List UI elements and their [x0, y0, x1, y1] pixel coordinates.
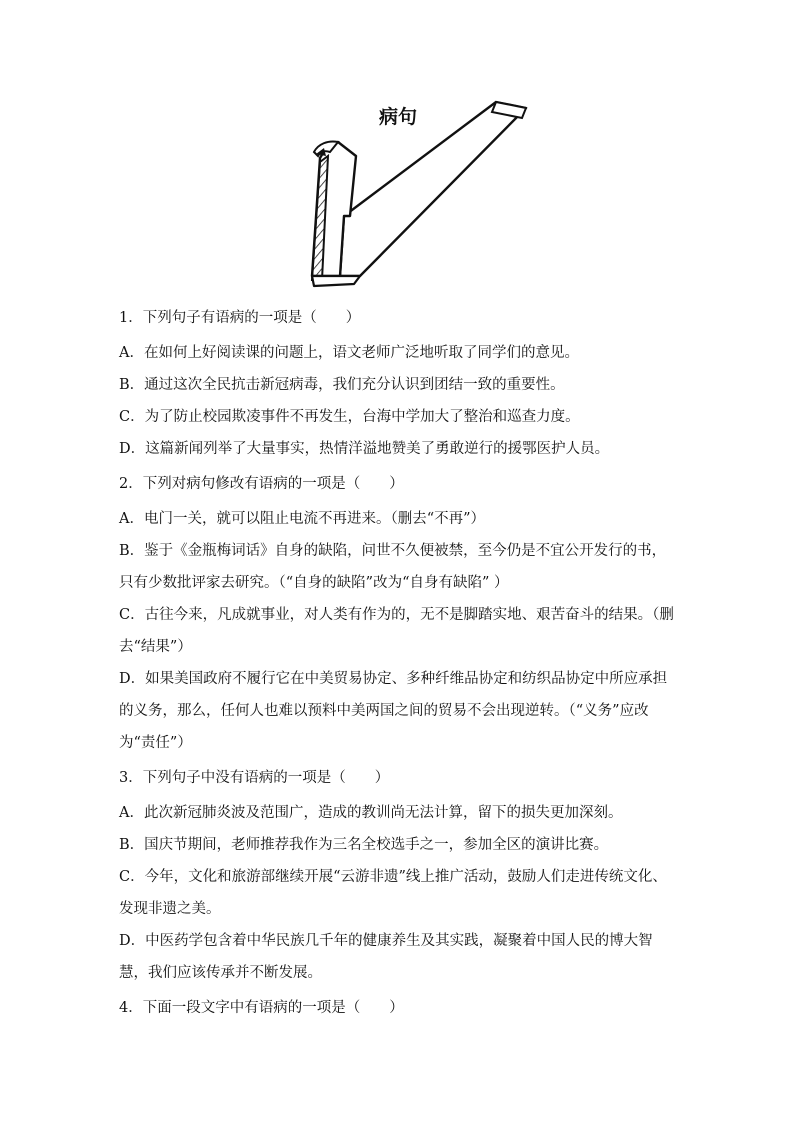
- question-3: [119, 762, 679, 989]
- option-a: A．在如何上好阅读课的问题上，语文老师广泛地听取了同学们的意见。: [119, 345, 579, 361]
- option-d: D．如果美国政府不履行它在中美贸易协定、多种纤维品协定和纺织品协定中所应承担的义务，那么，任何人也难以预料中美两国之间的贸易不会出现逆转。（“义务”应改为“责任”）: [119, 671, 668, 751]
- question-list: [119, 302, 679, 1027]
- question-4: [119, 992, 679, 1024]
- option-c: C．古往今来，凡成就事业，对人类有作为的，无不是脚踏实地、艰苦奋斗的结果。（删去“结果”）: [119, 607, 674, 655]
- option-d: D．中医药学包含着中华民族几千年的健康养生及其实践，凝聚着中国人民的博大智慧，我们应该传承并不断发展。: [119, 933, 653, 981]
- option-c: C．为了防止校园欺凌事件不再发生，台海中学加大了整治和巡查力度。: [119, 409, 580, 425]
- option-d: D．这篇新闻列举了大量事实，热情洋溢地赞美了勇敢逆行的援鄂医护人员。: [119, 441, 610, 457]
- question-stem: 2．下列对病句修改有语病的一项是（ ）: [119, 476, 404, 492]
- question-1: [119, 302, 679, 465]
- option-b: B．国庆节期间，老师推荐我作为三名全校选手之一，参加全区的演讲比赛。: [119, 837, 609, 853]
- option-c: C．今年，文化和旅游部继续开展“云游非遗”线上推广活动，鼓励人们走进传统文化、发现非遗之美。: [119, 869, 667, 917]
- question-stem: 1．下列句子有语病的一项是（ ）: [119, 310, 361, 326]
- question-2: [119, 468, 679, 759]
- option-b: B．通过这次全民抗击新冠病毒，我们充分认识到团结一致的重要性。: [119, 377, 565, 393]
- option-b: B．鉴于《金瓶梅词话》自身的缺陷，问世不久便被禁，至今仍是不宜公开发行的书，只有少数批评家去研究。（“自身的缺陷”改为“自身有缺陷” ）: [119, 543, 667, 591]
- page-title: 病句: [378, 106, 417, 128]
- question-stem: 3．下列句子中没有语病的一项是（ ）: [119, 770, 390, 786]
- option-a: A．电门一关，就可以阻止电流不再进来。（删去“不再”）: [119, 511, 486, 527]
- option-a: A．此次新冠肺炎波及范围广，造成的教训尚无法计算，留下的损失更加深刻。: [119, 805, 623, 821]
- question-stem: 4．下面一段文字中有语病的一项是（ ）: [119, 1000, 404, 1016]
